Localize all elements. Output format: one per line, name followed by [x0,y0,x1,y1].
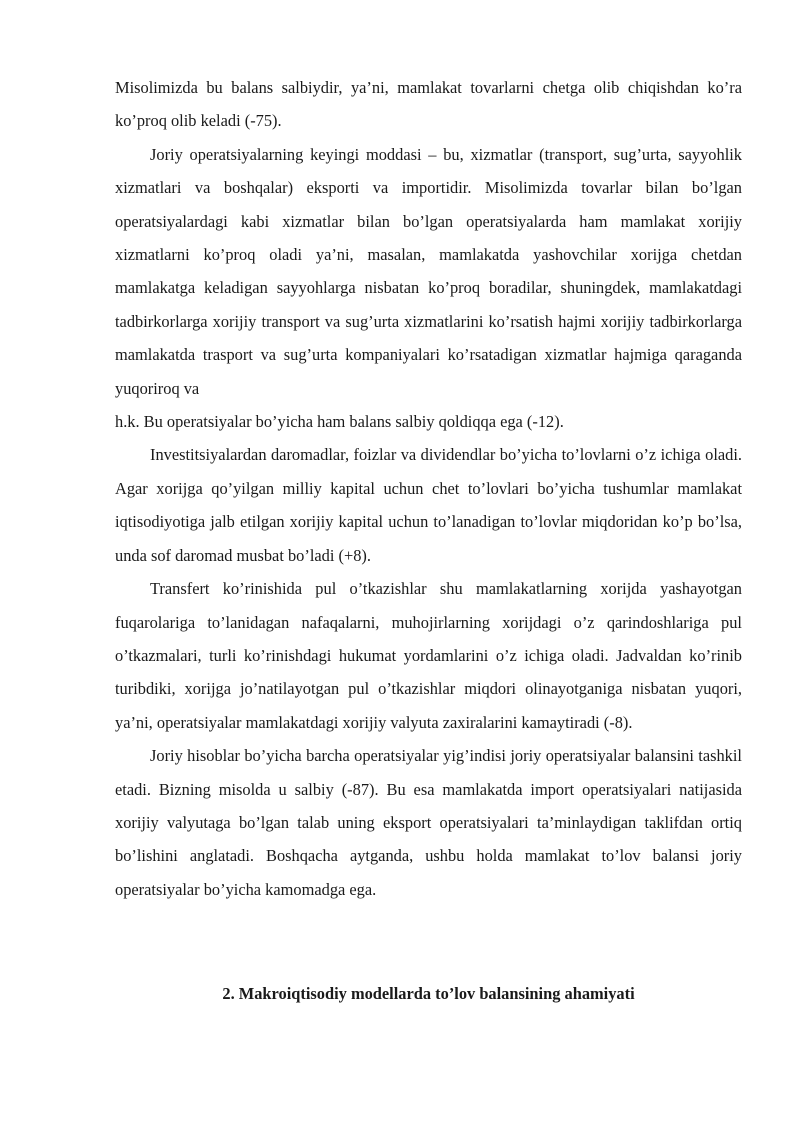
paragraph-current-account: Joriy hisoblar bo’yicha barcha operatsiyalar yig’indisi joriy operatsiyalar balansini tashkil etadi. Bizning misolda u salbiy (-87). Bu esa mamlakatda import operatsiyalari natijasida xorijiy valyutaga bo’lgan talab uning eksport operatsiyalari ta’minlaydigan taklifdan ortiq bo’lishini anglatadi. Boshqacha aytganda, ushbu holda mamlakat to’lov balansi joriy operatsiyalar bo’yicha kamomadga ega. [115,746,742,899]
paragraph-services-balance: h.k. Bu operatsiyalar bo’yicha ham balans salbiy qoldiqqa ega (-12). [115,412,564,432]
section-heading: 2. Makroiqtisodiy modellarda to’lov balansining ahamiyati [222,984,635,1003]
paragraph-transfers: Transfert ko’rinishida pul o’tkazishlar shu mamlakatlarning xorijda yashayotgan fuqarolariga to’lanidagan nafaqalarni, muhojirlarning xorijdagi o’z qarindoshlariga pul o’tkazmalari, turli ko’rinishdagi hukumat yordamlarini o’z ichiga oladi. Jadvaldan ko’rinib turibdiki, xorijga jo’natilayotgan pul o’tkazishlar miqdori olinayotganiga nisbatan yuqori, ya’ni, operatsiyalar mamlakatdagi xorijiy valyuta zaxiralarini kamaytiradi (-8). [115,579,742,732]
paragraph-trade-balance: Misolimizda bu balans salbiydir, ya’ni, mamlakat tovarlarni chetga olib chiqishdan ko’ra ko’proq olib keladi (-75). [115,78,742,131]
document-body [115,71,742,906]
paragraph-services: Joriy operatsiyalarning keyingi moddasi – bu, xizmatlar (transport, sug’urta, sayyohlik xizmatlari va boshqalar) eksporti va importidir. Misolimizda tovarlar bilan bo’lgan operatsiyalardagi kabi xizmatlar bilan bo’lgan operatsiyalarda ham mamlakat xorijiy xizmatlarni ko’proq oladi ya’ni, masalan, mamlakatda yashovchilar xorijga chetdan mamlakatga keladigan sayyohlarga nisbatan ko’proq boradilar, shuningdek, mamlakatdagi tadbirkorlarga xorijiy transport va sug’urta xizmatlarini ko’rsatish hajmi xorijiy tadbirkorlarga mamlakatda trasport va sug’urta kompaniyalari ko’rsatadigan xizmatlar hajmiga qaraganda yuqoriroq va [115,144,742,398]
paragraph-investment-income: Investitsiyalardan daromadlar, foizlar va dividendlar bo’yicha to’lovlarni o’z ichiga oladi. Agar xorijga qo’yilgan milliy kapital uchun chet to’lovlari bo’yicha tushumlar mamlakat iqtisodiyotiga jalb etilgan xorijiy kapital uchun to’lanadigan to’lovlar miqdoridan ko’p bo’lsa, unda sof daromad musbat bo’ladi (+8). [115,445,742,565]
